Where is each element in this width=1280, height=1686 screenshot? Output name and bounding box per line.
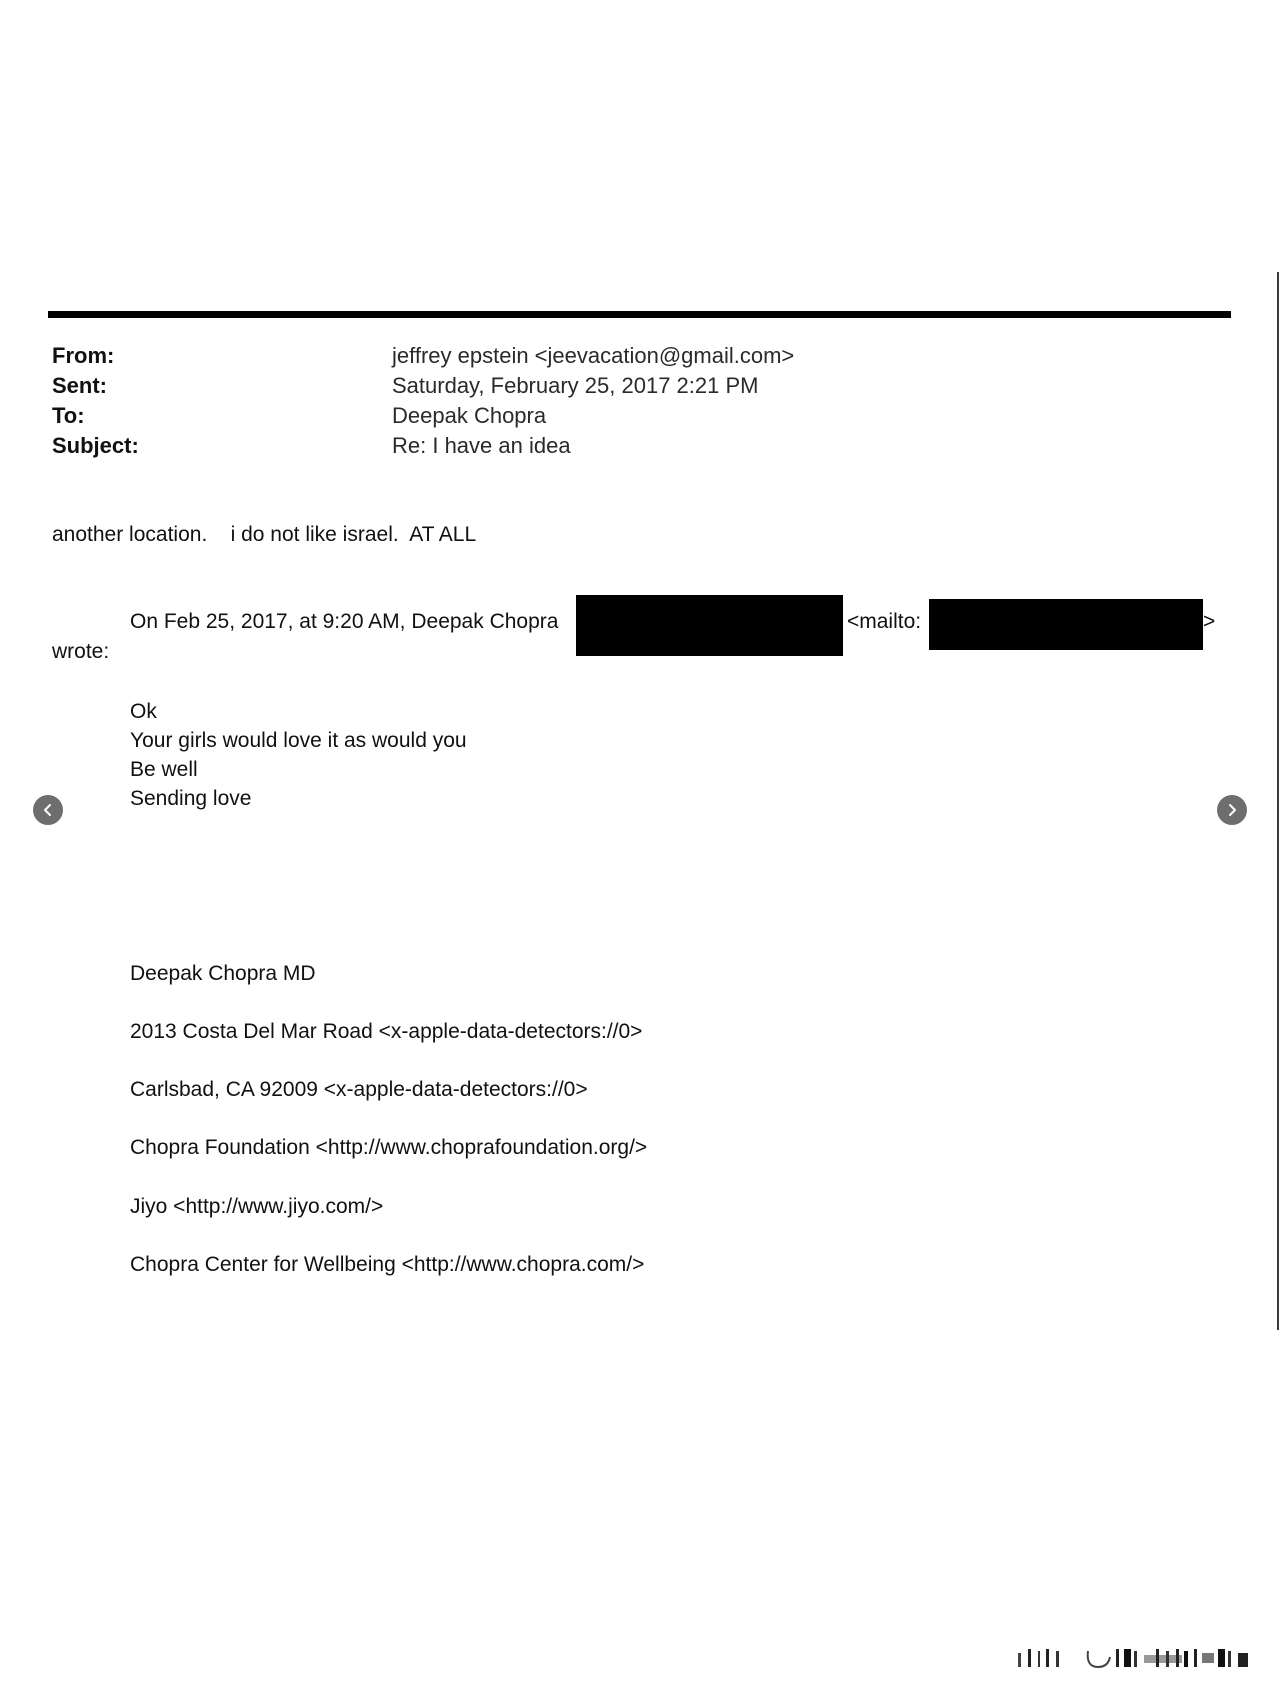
signature-chopra-center: Chopra Center for Wellbeing <http://www.chopra.com/>: [130, 1253, 645, 1276]
subject-value: Re: I have an idea: [392, 433, 571, 458]
signature-jiyo: Jiyo <http://www.jiyo.com/>: [130, 1195, 384, 1218]
prev-page-button[interactable]: [33, 795, 63, 825]
signature-name: Deepak Chopra MD: [130, 962, 316, 985]
signature-foundation: Chopra Foundation <http://www.choprafoundation.org/>: [130, 1136, 648, 1159]
mailto-suffix: >: [1203, 610, 1216, 633]
quoted-line: Sending love: [130, 787, 252, 810]
sent-value: Saturday, February 25, 2017 2:21 PM: [392, 373, 759, 398]
mailto-prefix: <mailto:: [847, 610, 922, 633]
quoted-wrote: wrote:: [52, 640, 110, 663]
to-label: To:: [52, 403, 85, 428]
reply-text: another location. i do not like israel. AT ALL: [52, 523, 477, 546]
barcode-mark: [1016, 1647, 1252, 1669]
chevron-left-icon: [42, 803, 54, 817]
header-rule: [48, 311, 1231, 318]
quoted-line: Ok: [130, 700, 157, 723]
sent-label: Sent:: [52, 373, 107, 398]
quoted-intro: On Feb 25, 2017, at 9:20 AM, Deepak Chopra: [130, 610, 559, 633]
quoted-line: Your girls would love it as would you: [130, 729, 467, 752]
redaction-box-email: [576, 595, 843, 656]
from-label: From:: [52, 343, 115, 368]
page-edge-line: [1277, 272, 1279, 1330]
quoted-line: Be well: [130, 758, 198, 781]
chevron-right-icon: [1226, 803, 1238, 817]
redaction-box-mailto: [929, 599, 1203, 650]
from-value: jeffrey epstein <jeevacation@gmail.com>: [392, 343, 795, 368]
signature-address: 2013 Costa Del Mar Road <x-apple-data-detectors://0>: [130, 1020, 643, 1043]
next-page-button[interactable]: [1217, 795, 1247, 825]
to-value: Deepak Chopra: [392, 403, 547, 428]
signature-city: Carlsbad, CA 92009 <x-apple-data-detectors://0>: [130, 1078, 588, 1101]
subject-label: Subject:: [52, 433, 139, 458]
